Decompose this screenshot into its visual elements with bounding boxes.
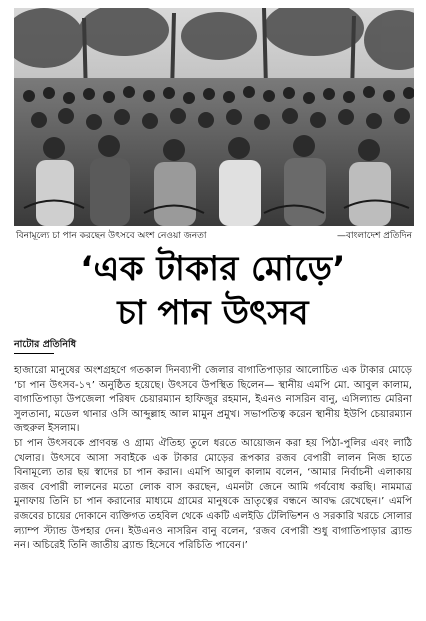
paragraph-2: চা পান উৎসবকে প্রাণবন্ত ও গ্রাম্য ঐতিহ্য তুলে ধরতে আয়োজন করা হয় পিঠা-পুলির এবং লাঠি খেলার। উৎসবে আসা সবাইকে এক টাকার মোড়ের রূপকার রজব বেপারী লালন নিজ হাতে বিনামূল্যে তার ছয় স্বাদের চা পান করান। এমপি আবুল কালাম বলেন, ‘আমার নির্বাচনী এলাকায় রজব বেপারী লালনের মতো লোক বাস করছেন, এমনটা জেনে আমি গর্ববোধ করছি। নামমাত্র মুনাফায় তিনি চা পান করানোর মাধ্যমে গ্রামের মানুষকে ভ্রাতৃত্বের বন্ধনে আবদ্ধ রেখেছেন।’ এমপি রজবের চায়ের দোকানে ব্যক্তিগত তহবিল থেকে একটি এলইডি টেলিভিশন ও সরকারি খরচে সোলার ল্যাম্প স্ট্যান্ড উপহার দেন। ইউএনও নাসরিন বানু বলেন, ‘রজব বেপারী শুধু বাগাতিপাড়ার ব্র্যান্ড নন। অচিরেই তিনি জাতীয় ব্র্যান্ড হিসেবে পরিচিতি পাবেন।’ [14,437,412,552]
paragraph-1: হাজারো মানুষের অংশগ্রহণে গতকাল দিনব্যাপী জেলার বাগাতিপাড়ার আলোচিত এক টাকার মোড়ে ‘চা পান উৎসব-১৭’ অনুষ্ঠিত হয়েছে। উৎসবে উপস্থিত ছিলেন— স্থানীয় এমপি মো. আবুল কালাম, বাগাতিপাড়া উপজেলা পরিষদ চেয়ারম্যান হাফিজুর রহমান, ইএনও নাসরিন বানু, এসিল্যান্ড মেরিনা সুলতানা, মডেল থানার ওসি আব্দুল্লাহ আল মামুন প্রমুখ। সভাপতিত্ব করেন স্থানীয় ইউপি চেয়ারম্যান জহুরুল ইসলাম। [14,365,412,435]
headline-line-2: চা পান উৎসব [117,293,309,333]
headline-line-1: ‘এক টাকার মোড়ে’ [80,249,346,289]
headline [0,247,426,335]
caption-credit: —বাংলাদেশ প্রতিদিন [336,231,412,241]
byline-underline [14,353,54,354]
crowd-photo [14,8,414,226]
byline: নাটোর প্রতিনিধি [14,339,77,350]
caption-text: বিনামূল্যে চা পান করছেন উৎসবে অংশ নেওয়া জনতা [16,231,207,241]
article-body [14,364,412,554]
photo-caption [14,229,414,243]
